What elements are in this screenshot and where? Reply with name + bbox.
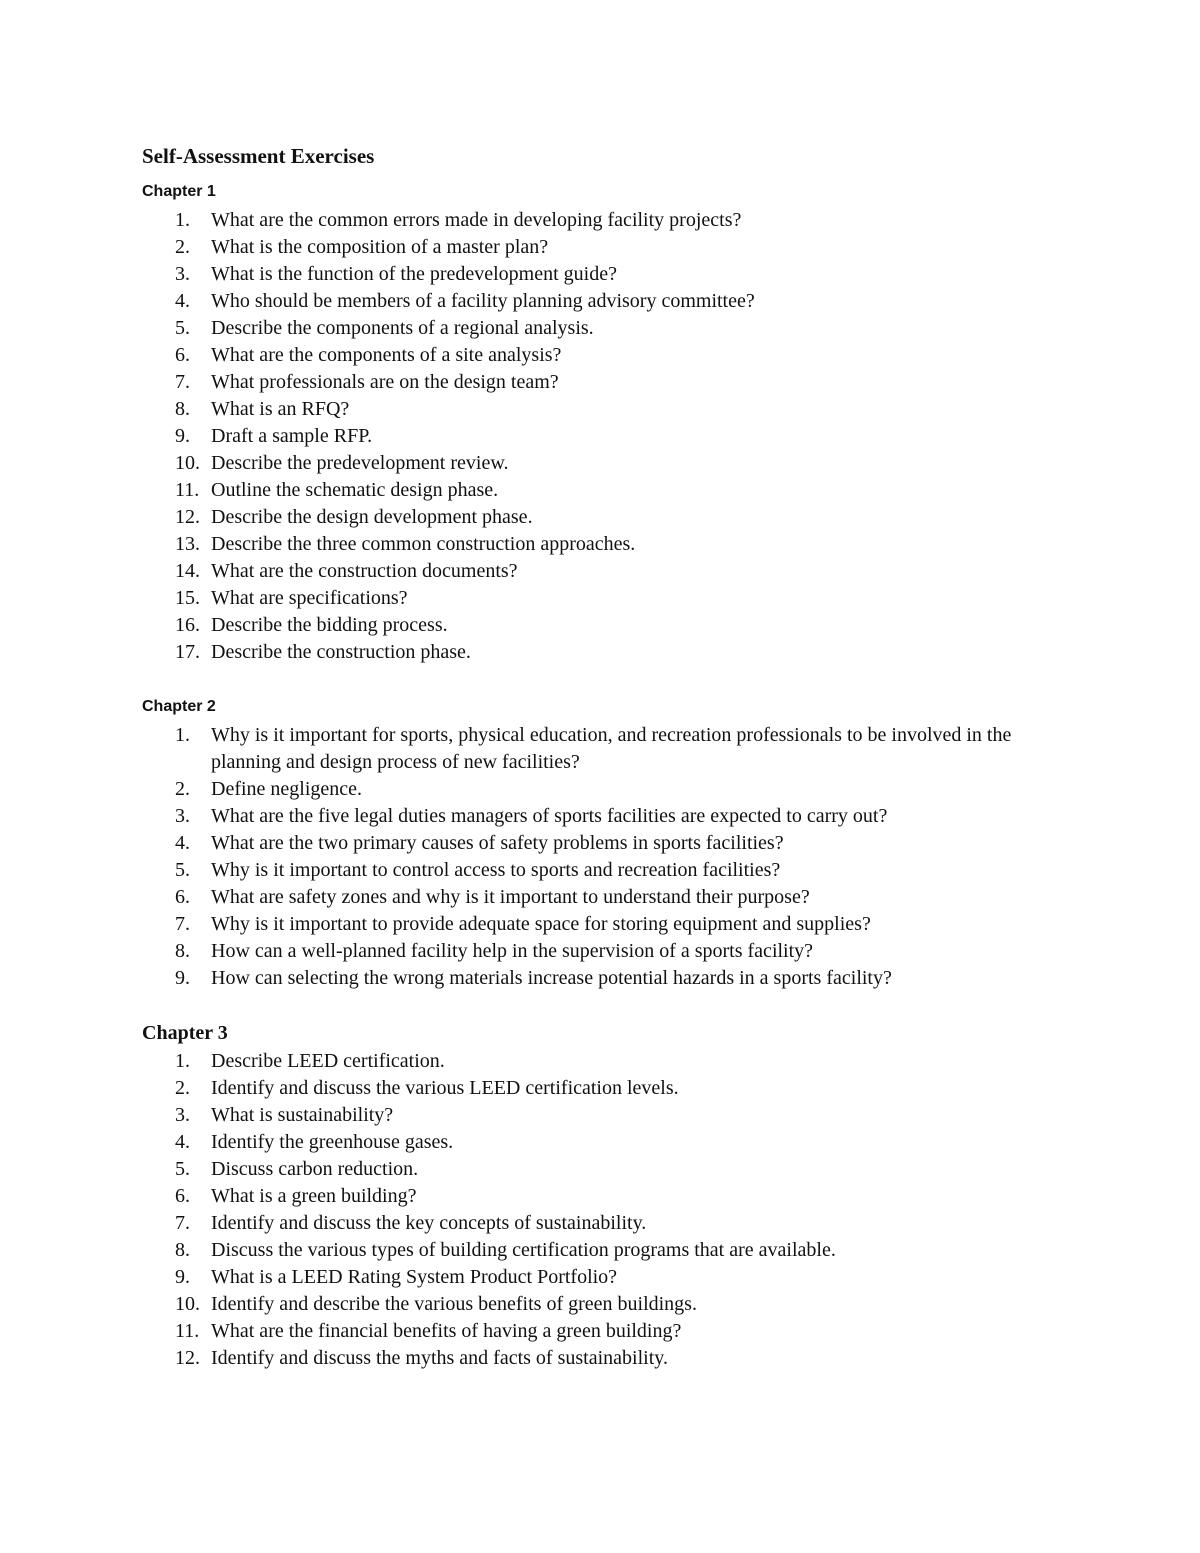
question-number: 7. [175,913,190,935]
question-number: 8. [175,398,190,420]
question-text: What are the common errors made in developing facility projects? [211,209,742,231]
question-item [142,315,1042,342]
question-text: What are specifications? [211,587,408,609]
question-text: Describe the predevelopment review. [211,452,509,474]
question-item [142,722,1042,776]
question-text: Why is it important for sports, physical education, and recreation professionals to be involved in the planning and design process of new facilities? [211,724,1012,773]
question-number: 15. [175,587,200,609]
question-item [142,911,1042,938]
question-text: What is a LEED Rating System Product Portfolio? [211,1266,618,1288]
question-text: Identify and discuss the myths and facts of sustainability. [211,1347,668,1369]
question-number: 16. [175,614,200,636]
question-text: What are the two primary causes of safety problems in sports facilities? [211,832,784,854]
question-text: Discuss carbon reduction. [211,1158,419,1180]
question-text: What is an RFQ? [211,398,350,420]
question-item [142,477,1042,504]
question-item [142,857,1042,884]
question-item [142,1183,1042,1210]
question-item [142,531,1042,558]
question-item [142,612,1042,639]
question-item [142,1048,1042,1075]
document-page [142,138,1042,1372]
question-item [142,504,1042,531]
question-text: Describe the three common construction approaches. [211,533,636,555]
question-item [142,1318,1042,1345]
question-text: Discuss the various types of building certification programs that are available. [211,1239,836,1261]
question-number: 10. [175,452,200,474]
question-item [142,1291,1042,1318]
question-text: Identify and describe the various benefits of green buildings. [211,1293,697,1315]
question-number: 13. [175,533,200,555]
question-number: 3. [175,1104,190,1126]
question-item [142,803,1042,830]
question-text: How can selecting the wrong materials increase potential hazards in a sports facility? [211,967,892,989]
chapter-1-heading: Chapter 1 [142,183,216,200]
question-text: Why is it important to provide adequate space for storing equipment and supplies? [211,913,871,935]
question-text: What professionals are on the design team? [211,371,559,393]
question-number: 1. [175,209,190,231]
chapter-2-section [142,692,1042,992]
question-number: 6. [175,344,190,366]
question-number: 9. [175,425,190,447]
question-text: Describe LEED certification. [211,1050,445,1072]
question-text: Who should be members of a facility planning advisory committee? [211,290,755,312]
chapter-1-question-list [142,207,1042,666]
chapter-1-section [142,177,1042,666]
question-text: Define negligence. [211,778,363,800]
question-item [142,965,1042,992]
question-item [142,639,1042,666]
question-number: 7. [175,371,190,393]
question-item [142,207,1042,234]
spacer [142,992,1042,1018]
question-number: 6. [175,1185,190,1207]
question-text: What are the financial benefits of having a green building? [211,1320,682,1342]
question-number: 7. [175,1212,190,1234]
question-number: 8. [175,940,190,962]
question-item [142,938,1042,965]
question-item [142,396,1042,423]
question-number: 1. [175,1050,190,1072]
question-item [142,369,1042,396]
question-number: 8. [175,1239,190,1261]
question-item [142,1156,1042,1183]
chapter-3-question-list [142,1048,1042,1372]
question-item [142,558,1042,585]
question-item [142,1210,1042,1237]
chapter-2-heading: Chapter 2 [142,698,216,715]
question-item [142,423,1042,450]
question-number: 3. [175,263,190,285]
question-text: Outline the schematic design phase. [211,479,499,501]
question-item [142,1345,1042,1372]
question-number: 9. [175,1266,190,1288]
question-text: What is the function of the predevelopment guide? [211,263,617,285]
question-number: 5. [175,859,190,881]
question-number: 4. [175,290,190,312]
question-text: Describe the bidding process. [211,614,448,636]
question-number: 2. [175,1077,190,1099]
question-number: 11. [175,1320,200,1342]
question-item [142,342,1042,369]
question-text: Describe the design development phase. [211,506,533,528]
question-item [142,234,1042,261]
question-number: 17. [175,641,200,663]
question-item [142,450,1042,477]
question-text: What are the components of a site analysis? [211,344,562,366]
question-item [142,585,1042,612]
question-item [142,830,1042,857]
question-text: What is sustainability? [211,1104,394,1126]
chapter-2-question-list [142,722,1042,992]
question-number: 4. [175,1131,190,1153]
question-number: 6. [175,886,190,908]
question-number: 14. [175,560,200,582]
question-number: 9. [175,967,190,989]
question-item [142,1075,1042,1102]
document-title: Self-Assessment Exercises [142,144,375,168]
question-text: Why is it important to control access to sports and recreation facilities? [211,859,781,881]
spacer [142,666,1042,692]
question-number: 1. [175,724,190,746]
question-text: Identify and discuss the various LEED certification levels. [211,1077,679,1099]
question-item [142,776,1042,803]
question-number: 2. [175,236,190,258]
question-item [142,288,1042,315]
question-item [142,1129,1042,1156]
question-text: Describe the construction phase. [211,641,471,663]
question-number: 10. [175,1293,200,1315]
question-text: How can a well-planned facility help in the supervision of a sports facility? [211,940,814,962]
question-text: What are the construction documents? [211,560,518,582]
question-text: What is a green building? [211,1185,417,1207]
question-number: 11. [175,479,200,501]
question-item [142,1102,1042,1129]
question-text: What are safety zones and why is it important to understand their purpose? [211,886,810,908]
question-text: Draft a sample RFP. [211,425,373,447]
question-text: What is the composition of a master plan? [211,236,549,258]
question-number: 12. [175,1347,200,1369]
question-item [142,884,1042,911]
chapter-3-heading: Chapter 3 [142,1022,228,1044]
question-number: 12. [175,506,200,528]
question-item [142,1237,1042,1264]
question-text: Identify and discuss the key concepts of sustainability. [211,1212,647,1234]
question-number: 3. [175,805,190,827]
chapter-3-section [142,1018,1042,1372]
question-number: 2. [175,778,190,800]
question-item [142,1264,1042,1291]
question-item [142,261,1042,288]
question-text: Identify the greenhouse gases. [211,1131,454,1153]
question-number: 5. [175,317,190,339]
question-text: What are the five legal duties managers of sports facilities are expected to carry out? [211,805,888,827]
question-number: 4. [175,832,190,854]
question-number: 5. [175,1158,190,1180]
question-text: Describe the components of a regional analysis. [211,317,594,339]
